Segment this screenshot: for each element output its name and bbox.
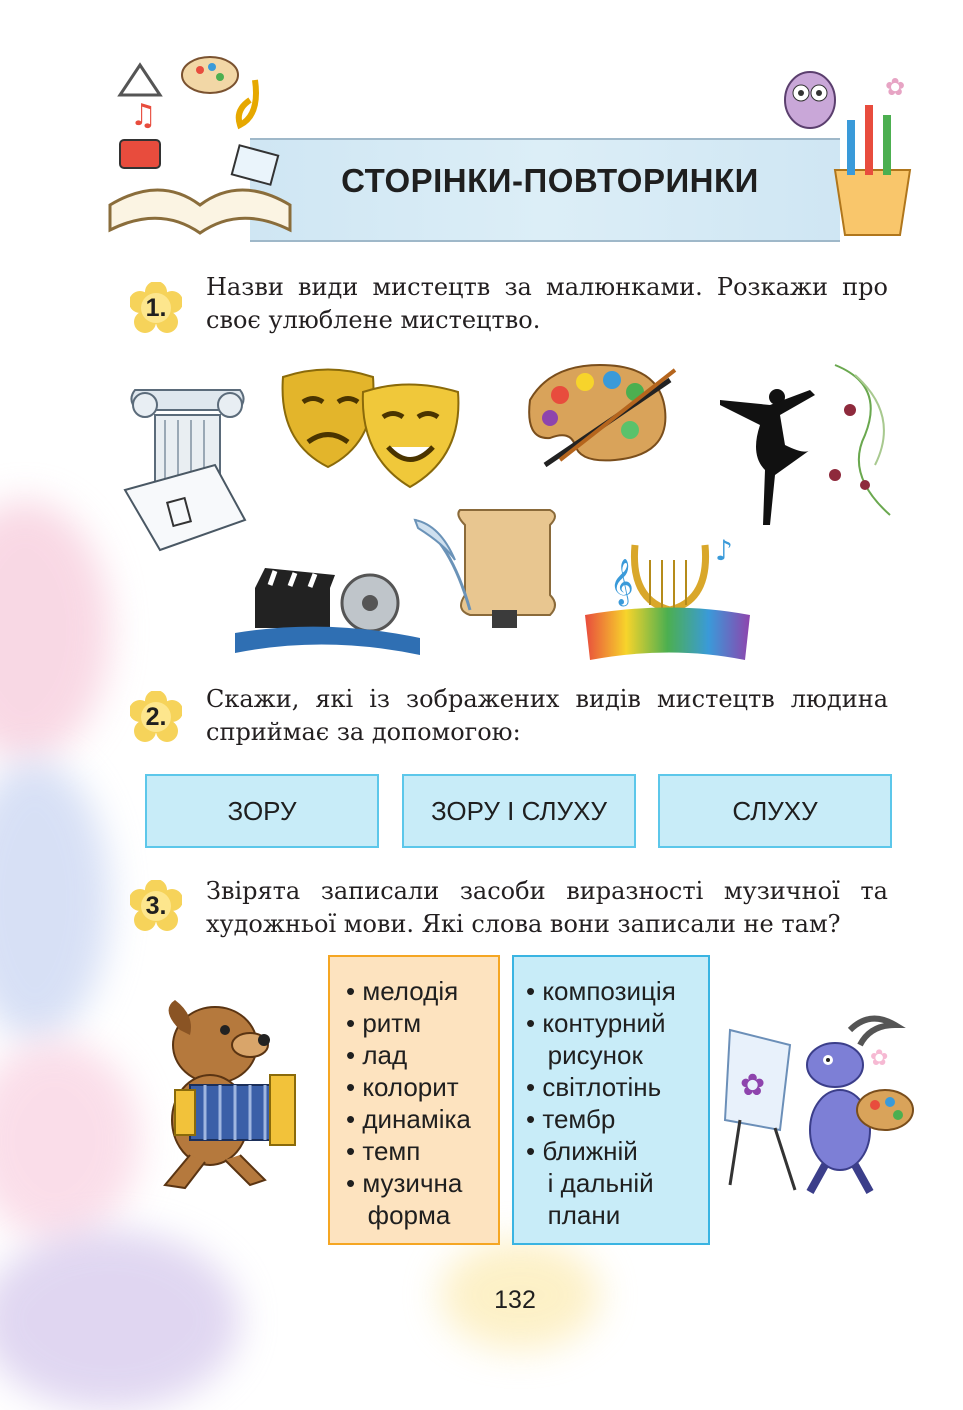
task-number: 2. <box>145 703 167 731</box>
dog-with-accordion-illustration <box>140 990 320 1190</box>
watercolor-wash <box>0 1040 140 1240</box>
page-number: 132 <box>494 1286 536 1314</box>
svg-text:♫: ♫ <box>130 98 157 133</box>
list-item: • композиція <box>526 976 676 1006</box>
task-number: 3. <box>145 892 167 920</box>
scroll-and-quill-icon <box>410 500 580 635</box>
list-item: форма <box>346 1200 451 1230</box>
watercolor-wash <box>0 500 110 760</box>
svg-text:𝄞: 𝄞 <box>610 559 634 605</box>
paint-palette-icon <box>520 360 680 470</box>
task-number: 1. <box>145 294 167 322</box>
list-item: • ритм <box>346 1008 422 1038</box>
task-number-badge <box>130 691 182 743</box>
list-item: рисунок <box>526 1040 643 1070</box>
goat-with-palette-illustration <box>720 1010 920 1195</box>
watercolor-wash <box>0 1230 240 1410</box>
art-means-list <box>512 955 710 1245</box>
theatre-masks-icon <box>278 362 463 502</box>
page-title: СТОРІНКИ-ПОВТОРИНКИ <box>341 162 759 199</box>
svg-text:✿: ✿ <box>870 1046 889 1071</box>
list-item: • ближній <box>526 1136 638 1166</box>
task-number-badge <box>130 282 182 334</box>
list-item: • динаміка <box>346 1104 471 1134</box>
list-item: • темп <box>346 1136 421 1166</box>
watercolor-wash <box>0 760 110 1040</box>
svg-text:✿: ✿ <box>740 1068 766 1103</box>
ballet-dancer-icon <box>715 355 915 530</box>
svg-text:♪: ♪ <box>715 534 733 567</box>
task-text: Скажи, які із зображених видів мистецтв людина сприймає за допомогою: <box>206 685 888 746</box>
list-item: • музична <box>346 1168 463 1198</box>
sense-box-hearing: СЛУХУ <box>658 774 892 848</box>
task-number-badge <box>130 880 182 932</box>
architecture-column-icon <box>120 370 255 560</box>
lyre-and-piano-icon <box>580 520 755 665</box>
owl-and-pencil-cup-illustration <box>775 65 925 240</box>
sense-box-sight-and-hearing: ЗОРУ І СЛУХУ <box>402 774 636 848</box>
task-text: Назви види мистецтв за малюнками. Розкажи про своє улюблене мистецтво. <box>206 273 888 334</box>
film-cinema-icon <box>235 563 420 658</box>
book-and-art-supplies-illustration <box>100 55 300 250</box>
list-item: і дальній <box>526 1168 654 1198</box>
music-means-list <box>328 955 500 1245</box>
list-item: • мелодія <box>346 976 459 1006</box>
task-text: Звірята записали засоби виразності музичної та художньої мови. Які слова вони записали не там? <box>206 877 888 938</box>
list-item: • колорит <box>346 1072 459 1102</box>
list-item: • світлотінь <box>526 1072 662 1102</box>
svg-text:✿: ✿ <box>885 73 906 101</box>
list-item: • тембр <box>526 1104 616 1134</box>
list-item: • контурний <box>526 1008 666 1038</box>
list-item: плани <box>526 1200 621 1230</box>
list-item: • лад <box>346 1040 408 1070</box>
sense-box-sight: ЗОРУ <box>145 774 379 848</box>
